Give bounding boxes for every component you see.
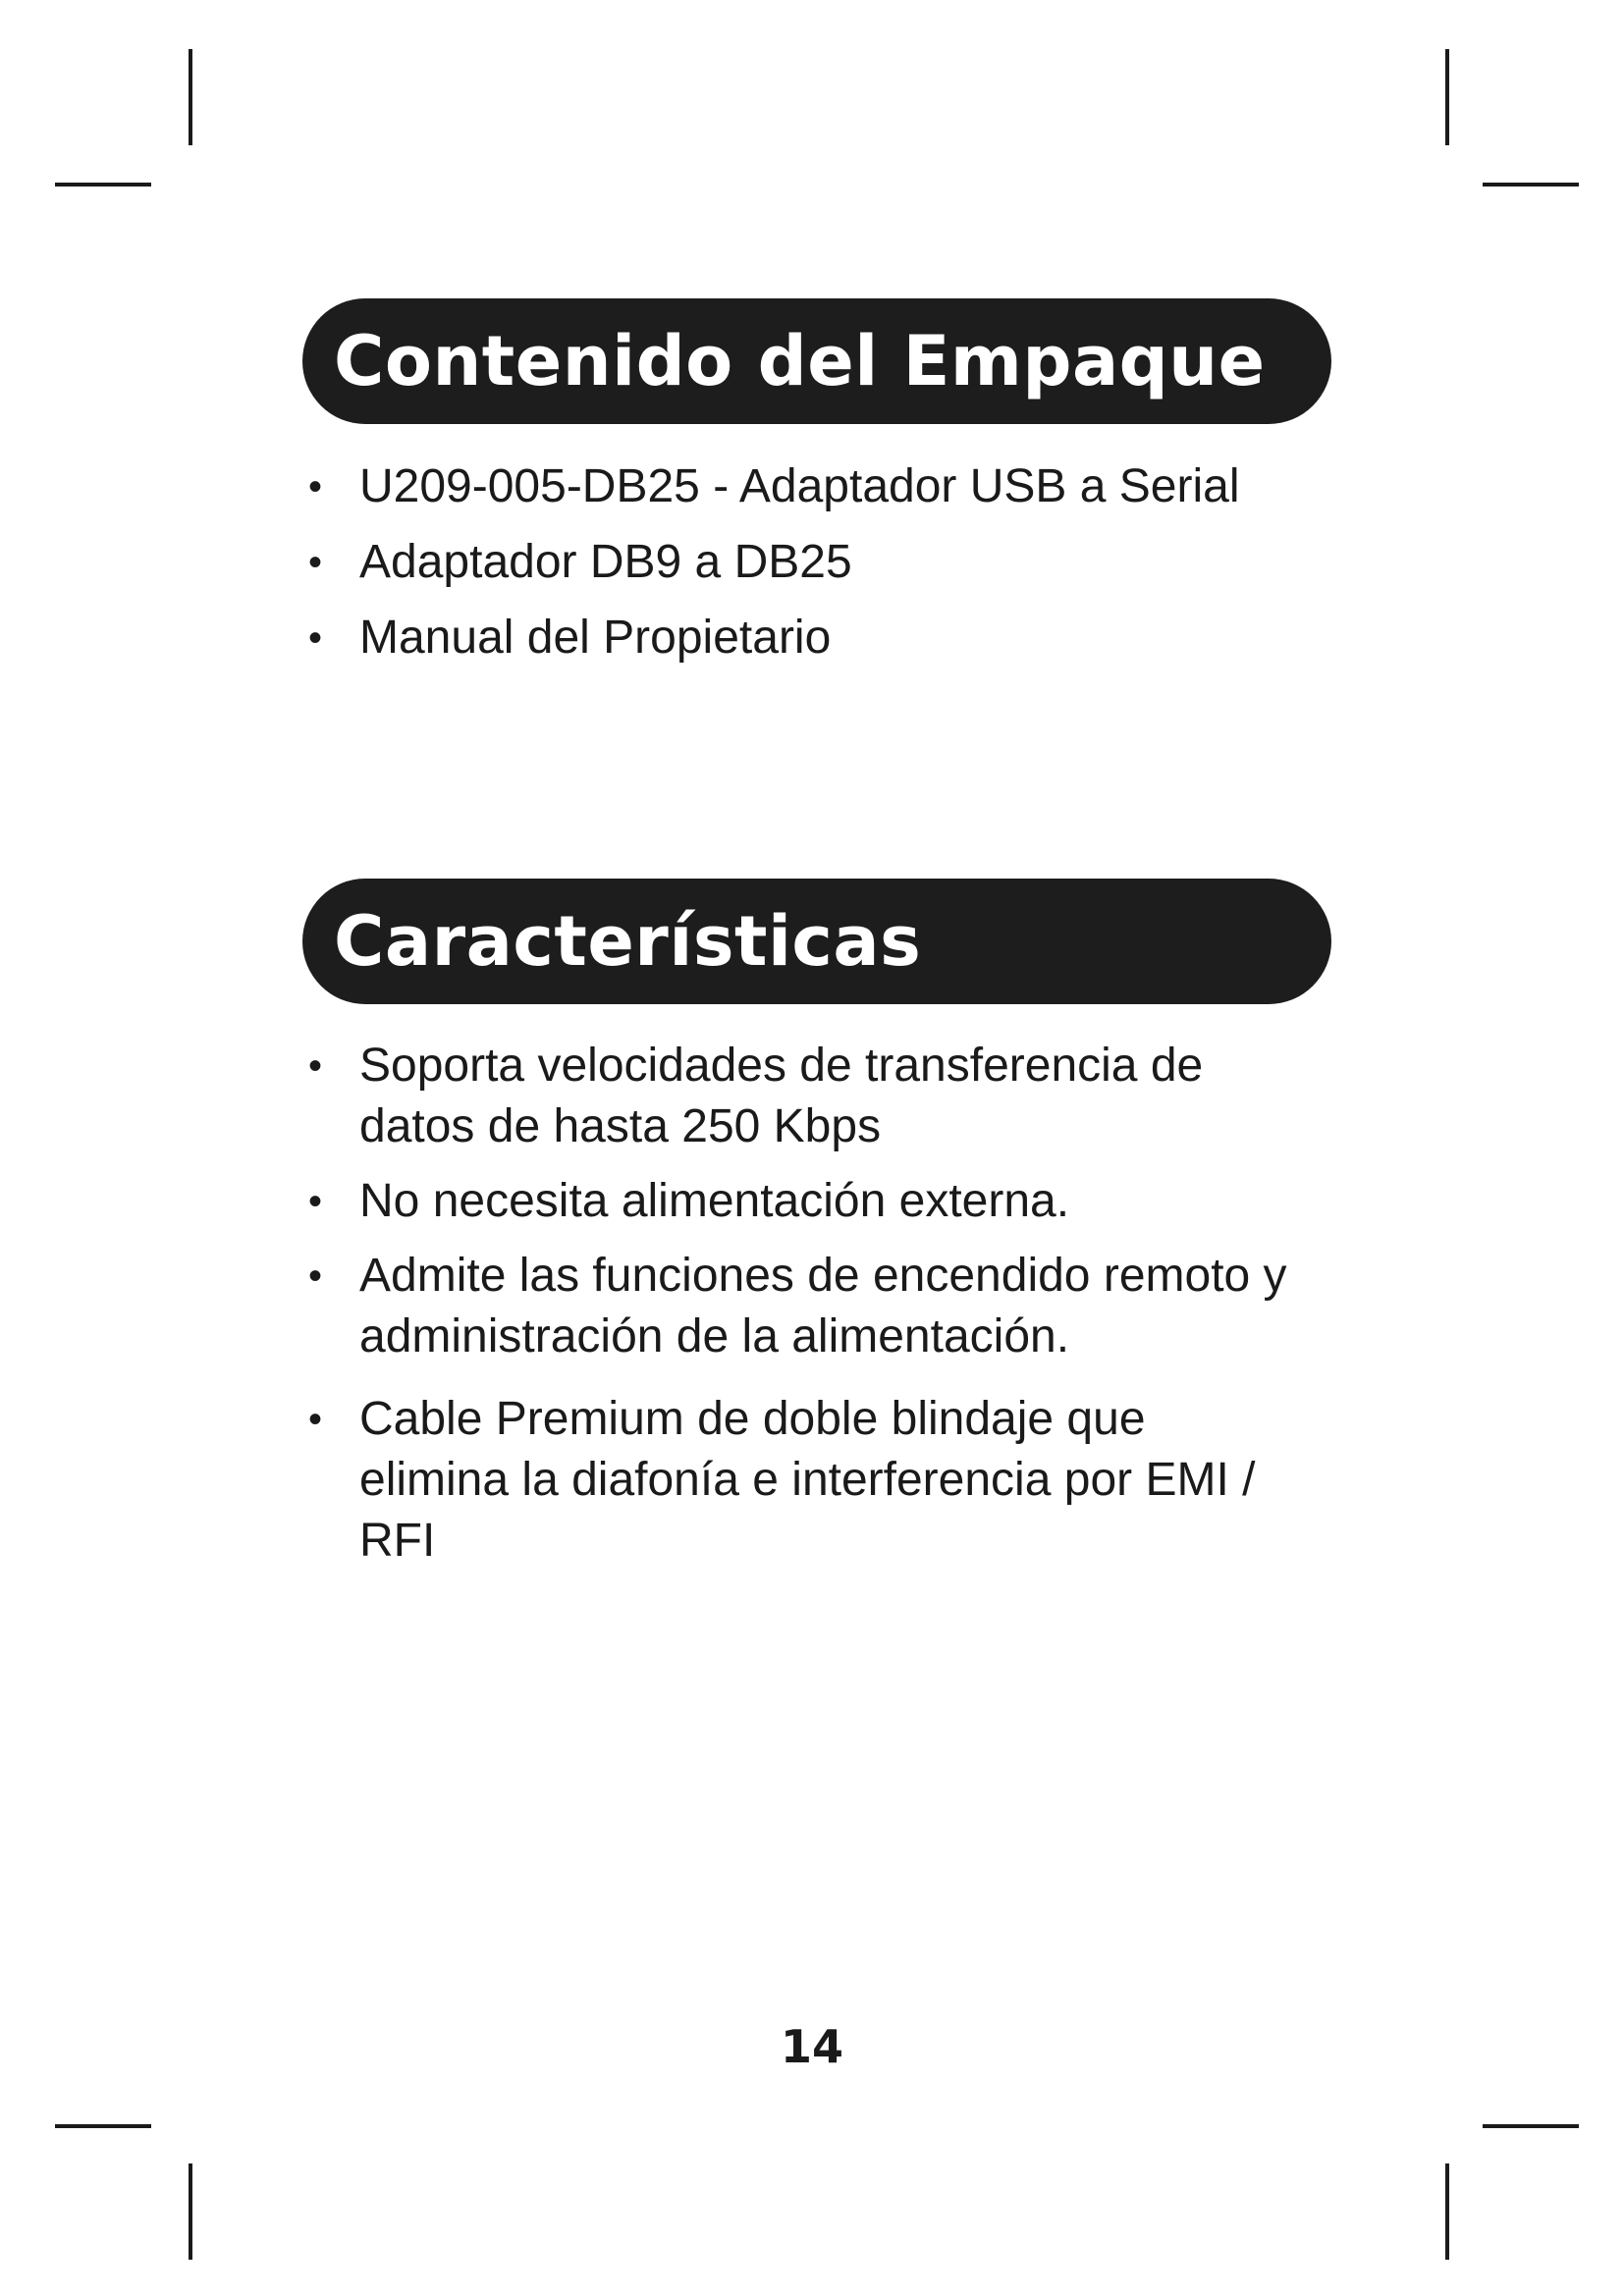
bullet-icon: • [308,1255,323,1298]
crop-mark-bottom-right-vertical [1445,2163,1449,2260]
list-item [302,1036,1314,1157]
crop-mark-top-left-vertical [189,49,192,145]
bullet-icon: • [308,1180,323,1223]
list-item-text: Admite las funciones de encendido remoto y administración de la alimentación. [359,1250,1287,1362]
list-item-text: Cable Premium de doble blindaje que elimina la diafonía e interferencia por EMI / RFI [359,1393,1256,1567]
crop-mark-bottom-left-horizontal [55,2124,151,2128]
crop-mark-top-right-horizontal [1483,183,1579,187]
list-item [302,1246,1314,1367]
features-header [302,879,1331,1004]
list-item-text: No necesita alimentación externa. [359,1175,1070,1227]
package-contents-title: Contenido del Empaque [334,321,1266,401]
list-item [302,456,1343,517]
crop-mark-top-right-vertical [1445,49,1449,145]
features-list [302,1036,1314,1572]
bullet-icon: • [308,465,323,508]
package-contents-list [302,456,1343,668]
list-item [302,1171,1314,1232]
list-item [302,608,1343,668]
bullet-icon: • [308,1398,323,1441]
crop-mark-bottom-left-vertical [189,2163,192,2260]
bullet-icon: • [308,1044,323,1088]
bullet-icon: • [308,616,323,660]
package-contents-header [302,298,1331,424]
list-item-text: Adaptador DB9 a DB25 [359,536,852,588]
list-item [302,1389,1314,1572]
list-item-text: Manual del Propietario [359,612,832,664]
list-item-text: U209-005-DB25 - Adaptador USB a Serial [359,460,1240,512]
bullet-icon: • [308,541,323,584]
list-item-text: Soporta velocidades de transferencia de datos de hasta 250 Kbps [359,1040,1204,1152]
crop-mark-top-left-horizontal [55,183,151,187]
features-title: Características [334,901,922,982]
list-item [302,532,1343,593]
page-number: 14 [780,2020,843,2073]
crop-mark-bottom-right-horizontal [1483,2124,1579,2128]
